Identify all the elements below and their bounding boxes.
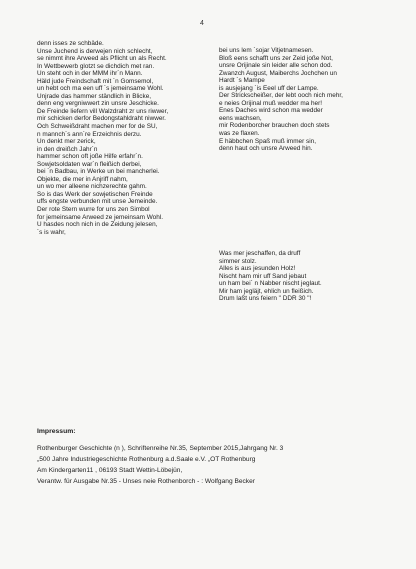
poem-line: E häbbchen Spaß muß immer sin, (219, 137, 316, 145)
poem-line: denn eng vergniwwert zin unsre Jeschicke. (37, 100, 159, 108)
poem-left-column (37, 40, 168, 236)
poem-line: un hebt och ma een uff ´s jemeinsame Wohl. (37, 85, 164, 93)
poem-line: denn haut och unsre Arweed hin. (219, 145, 313, 153)
poem-line: uffs engste verbunden mit unse Jemeinde. (37, 198, 158, 206)
poem-line: Och Schweißdraht machen mer for de SU, (37, 123, 158, 131)
poem-line: is ausjejang ´is Eeel uff der Lampe. (219, 84, 319, 92)
poem-line: e neies Orijinal muß wedder ma her! (219, 99, 323, 107)
poem-line: mir Rodenborcher brauchen doch stets (219, 122, 330, 130)
poem-line: Alles is aus jesunden Holz! (219, 265, 296, 273)
poem-line: Un steht och in der MMM ihr´n Mann. (37, 70, 143, 78)
poem-line: unsre Orijinale sin leider alle schon dod. (219, 62, 333, 70)
poem-line: un wo mer alleene nichzerechte gahm. (37, 183, 147, 191)
poem-line: U hasdes noch nich in de Zeidung jelesen, (37, 221, 158, 229)
impressum-society-line: „500 Jahre Industriegeschichte Rothenburg a.d.Saale e.V. „OT Rothenburg (37, 456, 256, 463)
poem-line: Bloß eens schafft uns zer Zeid joße Not, (219, 54, 333, 62)
poem-line: simmer stolz. (219, 257, 257, 265)
poem-line: se nimmt ihre Arweed als Pflicht un als Recht. (37, 55, 167, 63)
poem-right-column-bottom (219, 250, 322, 303)
impressum-publication-line: Rothenburger Geschichte (n ), Schriftenreihe Nr.35, September 2015,Jahrgang Nr. 3 (37, 445, 284, 452)
poem-line: Mir ham jegläjt, ehlich un fleißich. (219, 287, 314, 295)
poem-line: eens wachsen, (219, 114, 262, 122)
poem-line: Zwanzch August, Maiberchs Jochchen un (219, 69, 337, 77)
poem-line: Enes Daches wird schon ma wedder (219, 107, 323, 115)
poem-line: So is das Werk der sowjetischen Freinde (37, 190, 153, 198)
poem-line: bei uns lem ´sojar Vitjetnamesen. (219, 47, 314, 54)
poem-line: De Freinde liefern vill Walzdraht zr uns riwwer, (37, 107, 169, 115)
poem-line: Hardt ´s Mampe (219, 77, 265, 85)
poem-line: Unjrade das hammer ständlich in Blicke, (37, 92, 152, 100)
impressum-responsible-line: Verantw. für Ausgabe Nr.35 - Unses neie Rothenborch - : Wolfgang Becker (37, 478, 255, 485)
poem-line: Objekte, die mer in Anjriff nahm, (37, 175, 128, 183)
poem-line: hammer schon oft joße Hilfe erfahr´n. (37, 153, 143, 161)
poem-line: Sowjetsoldaten war´n fleißich derbei, (37, 160, 142, 168)
poem-line: Der rote Stern wurre for uns zen Simbol (37, 206, 150, 214)
poem-line: for jemeinsame Arweed ze jemeinsam Wohl. (37, 213, 163, 221)
poem-line: un ham bei´ n Nabber nischt jeglaut. (219, 280, 322, 288)
poem-line: was ze flaxen. (219, 130, 260, 138)
poem-line: in den dreißch Jahr´n (37, 145, 98, 153)
impressum-address-line: Am Kindergarten11 , 06193 Stadt Wettin-Löbejün, (37, 467, 183, 474)
poem-line: n mannch´s ann´re Erzeichnis derzu. (37, 130, 142, 138)
poem-line: Unse Juchend is derwejen nich schlecht, (37, 47, 153, 55)
impressum-section (37, 428, 397, 487)
poem-line: bei ´n Badbau, in Werke un bei mancherlei. (37, 168, 160, 176)
poem-line: ´s is wahr, (37, 228, 66, 236)
poem-line: denn isses ze schbäde. (37, 40, 104, 47)
poem-line: Häld jude Freindschaft mit ´n Gomsemol, (37, 77, 154, 85)
poem-line: Drum laßt uns feiern " DDR 30 "! (219, 295, 312, 303)
poem-line: Was mer jeschaffen, da druff (219, 250, 301, 257)
poem-right-column-top (219, 47, 343, 153)
poem-line: mir schicken derfor Bedongstahldraht niwwer. (37, 115, 166, 123)
impressum-title: Impressum: (37, 428, 76, 435)
page-number: 4 (200, 20, 204, 27)
poem-line: Der Strickscheißer, der lebt ooch nich mehr, (219, 92, 343, 100)
poem-line: Un denkt mer zerick, (37, 138, 96, 146)
poem-line: In Wettbewerb glotzt se dichdich met ran. (37, 62, 155, 70)
poem-line: Nischt ham mir uff Sand jebaut (219, 272, 307, 280)
